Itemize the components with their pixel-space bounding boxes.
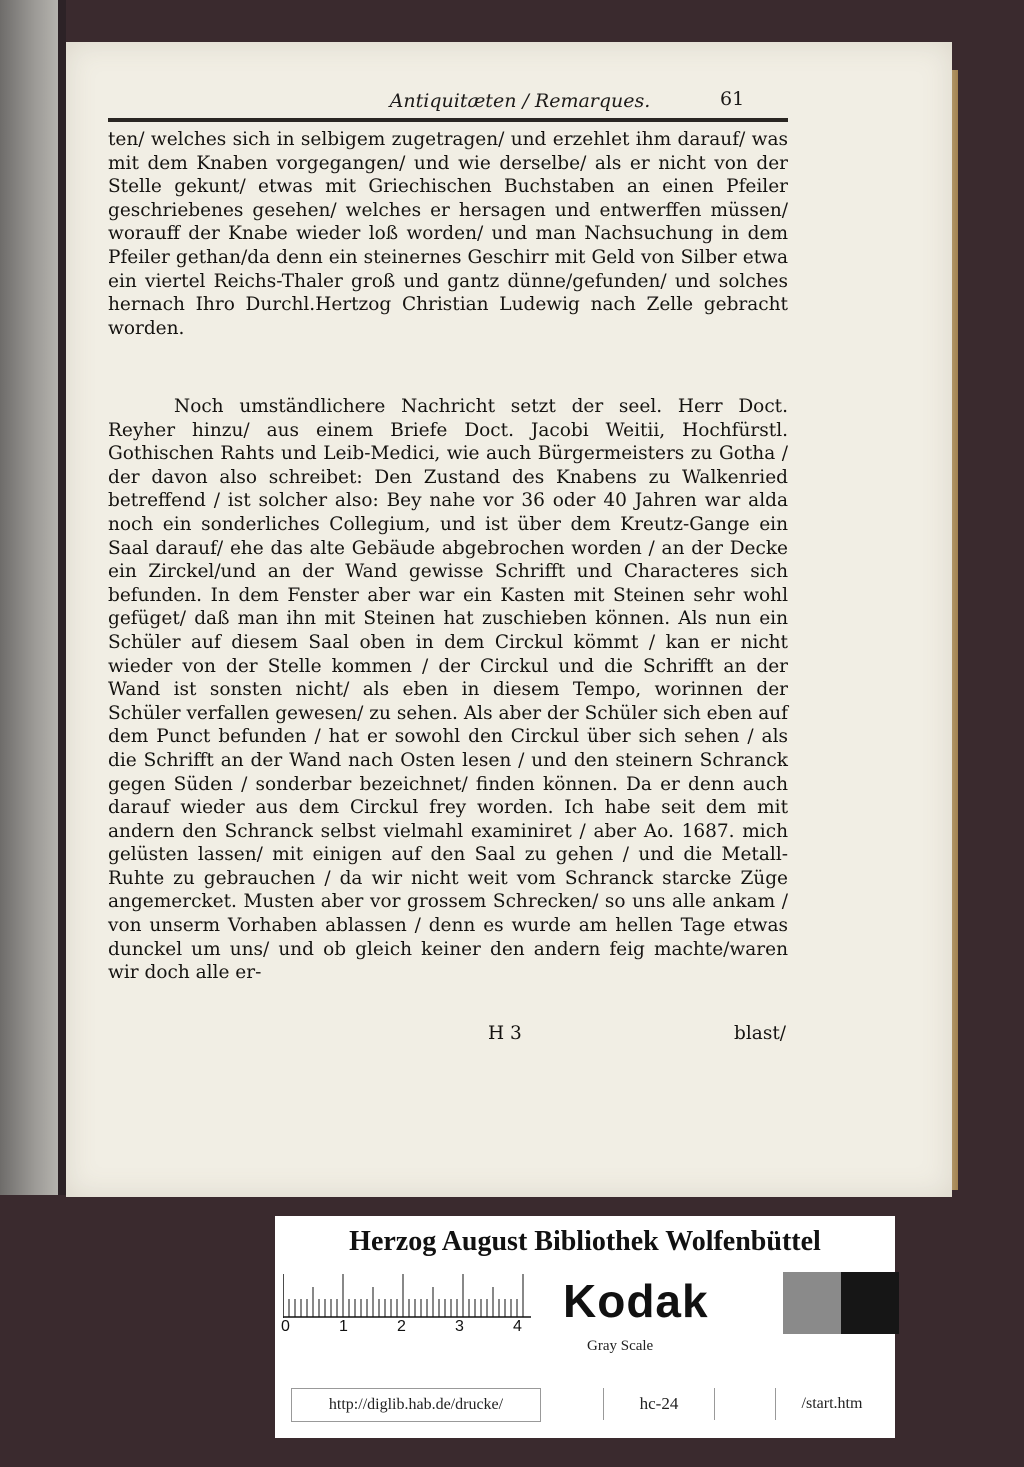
gray-scale-label: Gray Scale	[587, 1338, 654, 1354]
ruler-label-3: 3	[455, 1318, 464, 1335]
ruler	[283, 1274, 533, 1340]
signature-mark: H 3	[488, 1023, 522, 1044]
ruler-label-0: 0	[281, 1318, 290, 1335]
start-path: /start.htm	[775, 1388, 888, 1420]
kodak-logo: Kodak	[563, 1275, 709, 1327]
ruler-label-4: 4	[513, 1318, 522, 1335]
ruler-label-1: 1	[339, 1318, 348, 1335]
swatch-gray	[783, 1272, 841, 1334]
paragraph-1-text: ten/ welches sich in selbigem zugetragen/ und erzehlet ihm darauf/ was mit dem Knaben vorgegangen/ und wie derselbe/ als er nicht von der Stelle gekunt/ etwas mit Griechischen Buchstaben an einen Pfeiler geschriebenes gesehen/ welches er hersagen und entwerffen müssen/ worauff der Knabe wieder loß worden/ und man Nachsuchung in dem Pfeiler gethan/da denn ein steinernes Geschirr mit Geld von Silber etwa ein viertel Reichs-Thaler groß und gantz dünne/gefunden/ und solches hernach Ihro Durchl.Hertzog Christian Ludewig nach Zelle gebracht worden.	[108, 129, 788, 339]
left-page-edge	[0, 0, 58, 1195]
paragraph-2	[108, 395, 788, 985]
ruler-label-2: 2	[397, 1318, 406, 1335]
source-url: http://diglib.hab.de/drucke/	[291, 1388, 541, 1422]
paragraph-1	[108, 128, 788, 340]
swatch-black	[841, 1272, 899, 1334]
catchword: blast/	[734, 1023, 786, 1044]
running-head: Antiquitæten / Remarques.	[389, 90, 651, 112]
book-gutter	[58, 0, 66, 1195]
shelf-signature: hc-24	[603, 1388, 715, 1420]
ruler-ticks	[283, 1274, 533, 1318]
color-target-card	[275, 1216, 895, 1438]
header-rule	[108, 118, 788, 122]
library-title: Herzog August Bibliothek Wolfenbüttel	[349, 1226, 821, 1257]
page-number: 61	[720, 88, 745, 110]
paragraph-2-text: Noch umständlichere Nachricht setzt der seel. Herr Doct. Reyher hinzu/ aus einem Briefe Doct. Jacobi Weitii, Hochfürstl. Gothischen Rahts und Leib-Medici, wie auch Bürgermeisters zu Gotha / der davon also schreibet: Den Zustand des Knabens zu Walkenried betreffend / ist solcher also: Bey nahe vor 36 oder 40 Jahren war alda noch ein sonderliches Collegium, und ist über dem Kreutz-Gange ein Saal darauf/ ehe das alte Gebäude abgebrochen worden / an der Decke ein Zirckel/und an der Wand gewisse Schrifft und Characteres sich befunden. In dem Fenster aber war ein Kasten mit Steinen sehr wohl gefüget/ daß man ihn mit Steinen hat zuschieben können. Als nun ein Schüler auf diesem Saal oben in dem Circkul kömmt / kan er nicht wieder von der Stelle kommen / der Circkul und die Schrifft an der Wand ist sonsten nicht/ als eben in diesem Tempo, worinnen der Schüler verfallen gewesen/ zu sehen. Als aber der Schüler sich eben auf dem Punct befunden / hat er sowohl den Circkul über sich sehen / als die Schrifft an der Wand nach Osten lesen / und den steinern Schranck gegen Süden / sonderbar bezeichnet/ finden können. Da er denn auch darauf wieder aus dem Circkul frey worden. Ich habe seit dem mit andern den Schranck selbst vielmahl examiniret / aber Ao. 1687. mich gelüsten lassen/ mit einigen auf den Saal zu gehen / und die Metall-Ruhte zu gebrauchen / da wir nicht weit vom Schranck starcke Züge angemercket. Musten aber vor grossem Schrecken/ so uns alle ankam / von unserm Vorhaben ablassen / denn es wurde am hellen Tage etwas dunckel um uns/ und ob gleich keiner den andern feig machte/waren wir doch alle er-	[108, 396, 788, 984]
swatch-white	[725, 1272, 783, 1334]
